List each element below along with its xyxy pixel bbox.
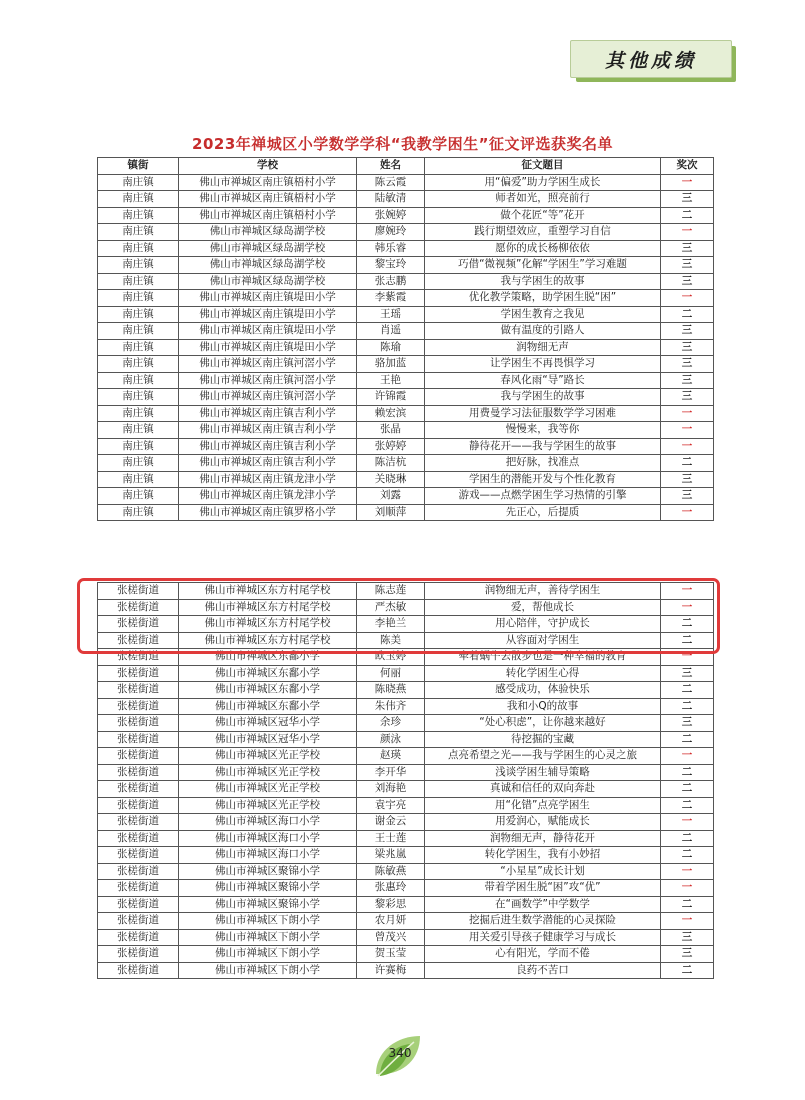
award-table-zhangcha (97, 582, 714, 979)
essay-title-cell: 让学困生不再畏惧学习 (425, 356, 661, 373)
school-cell: 佛山市禅城区南庄镇堤田小学 (179, 339, 357, 356)
school-cell: 佛山市禅城区东方村尾学校 (179, 599, 357, 616)
award-cell: 三 (661, 257, 714, 274)
table-row (98, 174, 714, 191)
name-cell: 朱伟齐 (357, 698, 425, 715)
essay-title-cell: 静待花开——我与学困生的故事 (425, 438, 661, 455)
school-cell: 佛山市禅城区南庄镇罗格小学 (179, 504, 357, 521)
name-cell: 张晶 (357, 422, 425, 439)
table-row (98, 488, 714, 505)
table-row (98, 814, 714, 831)
table-row (98, 748, 714, 765)
award-cell: 一 (661, 863, 714, 880)
award-cell: 三 (661, 929, 714, 946)
award-cell: 三 (661, 323, 714, 340)
award-cell: 三 (661, 372, 714, 389)
essay-title-cell: 巧借“微视频”化解“学困生”学习难题 (425, 257, 661, 274)
essay-title-cell: 我与学困生的故事 (425, 389, 661, 406)
name-cell: 陈云霞 (357, 174, 425, 191)
essay-title-cell: 师者如光，照亮前行 (425, 191, 661, 208)
town-cell: 张槎街道 (98, 632, 179, 649)
town-cell: 南庄镇 (98, 224, 179, 241)
document-title: 2023年禅城区小学数学学科“我教学困生”征文评选获奖名单 (192, 135, 613, 153)
name-cell: 欧玉婷 (357, 649, 425, 666)
essay-title-cell: 润物细无声 (425, 339, 661, 356)
town-cell: 张槎街道 (98, 715, 179, 732)
town-cell: 张槎街道 (98, 583, 179, 600)
column-header-essay-title: 征文题目 (425, 158, 661, 175)
award-cell: 一 (661, 748, 714, 765)
award-cell: 二 (661, 455, 714, 472)
school-cell: 佛山市禅城区光正学校 (179, 764, 357, 781)
name-cell: 赖宏滨 (357, 405, 425, 422)
school-cell: 佛山市禅城区南庄镇河滘小学 (179, 389, 357, 406)
school-cell: 佛山市禅城区南庄镇吉利小学 (179, 438, 357, 455)
town-cell: 张槎街道 (98, 698, 179, 715)
town-cell: 南庄镇 (98, 240, 179, 257)
town-cell: 张槎街道 (98, 797, 179, 814)
town-cell: 张槎街道 (98, 599, 179, 616)
table-row (98, 339, 714, 356)
name-cell: 黎彩思 (357, 896, 425, 913)
town-cell: 南庄镇 (98, 455, 179, 472)
school-cell: 佛山市禅城区南庄镇梧村小学 (179, 207, 357, 224)
name-cell: 张婉婷 (357, 207, 425, 224)
section-banner (570, 40, 740, 84)
award-cell: 二 (661, 731, 714, 748)
award-cell: 一 (661, 583, 714, 600)
table-row (98, 438, 714, 455)
school-cell: 佛山市禅城区绿岛湖学校 (179, 224, 357, 241)
essay-title-cell: 用关爱引导孩子健康学习与成长 (425, 929, 661, 946)
town-cell: 南庄镇 (98, 389, 179, 406)
name-cell: 颜泳 (357, 731, 425, 748)
award-cell: 二 (661, 962, 714, 979)
name-cell: 肖遥 (357, 323, 425, 340)
town-cell: 张槎街道 (98, 731, 179, 748)
town-cell: 南庄镇 (98, 422, 179, 439)
school-cell: 佛山市禅城区东鄱小学 (179, 682, 357, 699)
award-cell: 一 (661, 599, 714, 616)
school-cell: 佛山市禅城区下朗小学 (179, 929, 357, 946)
school-cell: 佛山市禅城区南庄镇河滘小学 (179, 356, 357, 373)
table-row (98, 682, 714, 699)
award-cell: 二 (661, 781, 714, 798)
school-cell: 佛山市禅城区聚锦小学 (179, 880, 357, 897)
table-row (98, 471, 714, 488)
town-cell: 南庄镇 (98, 438, 179, 455)
name-cell: 廖婉玲 (357, 224, 425, 241)
essay-title-cell: 真诚和信任的双向奔赴 (425, 781, 661, 798)
name-cell: 张惠玲 (357, 880, 425, 897)
award-cell: 二 (661, 306, 714, 323)
school-cell: 佛山市禅城区聚锦小学 (179, 896, 357, 913)
award-cell: 一 (661, 504, 714, 521)
name-cell: 李开华 (357, 764, 425, 781)
award-cell: 三 (661, 488, 714, 505)
school-cell: 佛山市禅城区下朗小学 (179, 913, 357, 930)
award-cell: 二 (661, 797, 714, 814)
town-cell: 南庄镇 (98, 372, 179, 389)
award-cell: 二 (661, 207, 714, 224)
award-cell: 三 (661, 339, 714, 356)
name-cell: 陈晓燕 (357, 682, 425, 699)
essay-title-cell: 用爱润心，赋能成长 (425, 814, 661, 831)
name-cell: 王艳 (357, 372, 425, 389)
school-cell: 佛山市禅城区南庄镇吉利小学 (179, 455, 357, 472)
award-cell: 三 (661, 191, 714, 208)
award-cell: 二 (661, 616, 714, 633)
essay-title-cell: 学困生的潜能开发与个性化教育 (425, 471, 661, 488)
essay-title-cell: 愿你的成长杨柳依依 (425, 240, 661, 257)
school-cell: 佛山市禅城区东鄱小学 (179, 698, 357, 715)
school-cell: 佛山市禅城区绿岛湖学校 (179, 240, 357, 257)
table-row (98, 913, 714, 930)
essay-title-cell: 优化教学策略，助学困生脱“困” (425, 290, 661, 307)
table-row (98, 649, 714, 666)
town-cell: 张槎街道 (98, 880, 179, 897)
table-row (98, 455, 714, 472)
award-cell: 一 (661, 290, 714, 307)
town-cell: 张槎街道 (98, 682, 179, 699)
column-header-town: 镇街 (98, 158, 179, 175)
name-cell: 张婷婷 (357, 438, 425, 455)
table-row (98, 880, 714, 897)
table-row (98, 290, 714, 307)
town-cell: 张槎街道 (98, 781, 179, 798)
name-cell: 王瑶 (357, 306, 425, 323)
award-cell: 二 (661, 847, 714, 864)
school-cell: 佛山市禅城区东方村尾学校 (179, 616, 357, 633)
table-row (98, 715, 714, 732)
name-cell: 关晓琳 (357, 471, 425, 488)
essay-title-cell: 把好脉，找准点 (425, 455, 661, 472)
table-row (98, 665, 714, 682)
town-cell: 张槎街道 (98, 830, 179, 847)
town-cell: 南庄镇 (98, 405, 179, 422)
essay-title-cell: “处心积虑”，让你越来越好 (425, 715, 661, 732)
name-cell: 骆加蓝 (357, 356, 425, 373)
town-cell: 张槎街道 (98, 929, 179, 946)
essay-title-cell: 待挖掘的宝藏 (425, 731, 661, 748)
essay-title-cell: 挖掘后进生数学潜能的心灵探险 (425, 913, 661, 930)
award-table-nanzhuang (97, 157, 714, 521)
school-cell: 佛山市禅城区南庄镇吉利小学 (179, 422, 357, 439)
school-cell: 佛山市禅城区光正学校 (179, 781, 357, 798)
school-cell: 佛山市禅城区南庄镇堤田小学 (179, 306, 357, 323)
town-cell: 张槎街道 (98, 913, 179, 930)
column-header-school: 学校 (179, 158, 357, 175)
table-row (98, 764, 714, 781)
town-cell: 南庄镇 (98, 504, 179, 521)
name-cell: 贺玉莹 (357, 946, 425, 963)
award-cell: 一 (661, 913, 714, 930)
table-row (98, 847, 714, 864)
town-cell: 南庄镇 (98, 273, 179, 290)
essay-title-cell: 游戏——点燃学困生学习热情的引擎 (425, 488, 661, 505)
column-header-name: 姓名 (357, 158, 425, 175)
name-cell: 李艳兰 (357, 616, 425, 633)
name-cell: 许锦霞 (357, 389, 425, 406)
table-row (98, 616, 714, 633)
school-cell: 佛山市禅城区东方村尾学校 (179, 583, 357, 600)
school-cell: 佛山市禅城区下朗小学 (179, 962, 357, 979)
essay-title-cell: 带着学困生脱“困”攻“优” (425, 880, 661, 897)
table-row (98, 372, 714, 389)
school-cell: 佛山市禅城区海口小学 (179, 814, 357, 831)
table-row (98, 896, 714, 913)
name-cell: 许赛梅 (357, 962, 425, 979)
award-cell: 三 (661, 273, 714, 290)
name-cell: 何丽 (357, 665, 425, 682)
award-cell: 三 (661, 715, 714, 732)
school-cell: 佛山市禅城区南庄镇河滘小学 (179, 372, 357, 389)
table-row (98, 306, 714, 323)
table-row (98, 830, 714, 847)
award-cell: 三 (661, 665, 714, 682)
name-cell: 刘顺萍 (357, 504, 425, 521)
school-cell: 佛山市禅城区冠华小学 (179, 731, 357, 748)
school-cell: 佛山市禅城区南庄镇堤田小学 (179, 290, 357, 307)
essay-title-cell: 润物细无声，静待花开 (425, 830, 661, 847)
town-cell: 张槎街道 (98, 962, 179, 979)
town-cell: 张槎街道 (98, 863, 179, 880)
award-cell: 一 (661, 174, 714, 191)
name-cell: 王士莲 (357, 830, 425, 847)
table-row (98, 207, 714, 224)
name-cell: 刘海艳 (357, 781, 425, 798)
award-cell: 二 (661, 830, 714, 847)
table-row (98, 240, 714, 257)
name-cell: 刘露 (357, 488, 425, 505)
table-row (98, 191, 714, 208)
essay-title-cell: 牵着蜗牛去散步也是一种幸福的教育 (425, 649, 661, 666)
name-cell: 李紫霞 (357, 290, 425, 307)
town-cell: 南庄镇 (98, 323, 179, 340)
town-cell: 南庄镇 (98, 207, 179, 224)
town-cell: 南庄镇 (98, 488, 179, 505)
essay-title-cell: 用“化错”点亮学困生 (425, 797, 661, 814)
school-cell: 佛山市禅城区绿岛湖学校 (179, 257, 357, 274)
table-row (98, 356, 714, 373)
school-cell: 佛山市禅城区南庄镇梧村小学 (179, 191, 357, 208)
essay-title-cell: 践行期望效应，重塑学习自信 (425, 224, 661, 241)
town-cell: 南庄镇 (98, 290, 179, 307)
table-row (98, 257, 714, 274)
town-cell: 南庄镇 (98, 174, 179, 191)
essay-title-cell: 学困生教育之我见 (425, 306, 661, 323)
town-cell: 张槎街道 (98, 764, 179, 781)
essay-title-cell: 做个花匠“等”花开 (425, 207, 661, 224)
name-cell: 曾茂兴 (357, 929, 425, 946)
town-cell: 张槎街道 (98, 665, 179, 682)
name-cell: 陈美 (357, 632, 425, 649)
essay-title-cell: 我与学困生的故事 (425, 273, 661, 290)
school-cell: 佛山市禅城区海口小学 (179, 830, 357, 847)
essay-title-cell: 转化学困生心得 (425, 665, 661, 682)
school-cell: 佛山市禅城区海口小学 (179, 847, 357, 864)
table-row (98, 962, 714, 979)
name-cell: 陈志莲 (357, 583, 425, 600)
town-cell: 张槎街道 (98, 896, 179, 913)
essay-title-cell: 用“偏爱”助力学困生成长 (425, 174, 661, 191)
essay-title-cell: 润物细无声，善待学困生 (425, 583, 661, 600)
name-cell: 陈瑜 (357, 339, 425, 356)
town-cell: 南庄镇 (98, 339, 179, 356)
town-cell: 张槎街道 (98, 616, 179, 633)
essay-title-cell: 我和小Q的故事 (425, 698, 661, 715)
table-row (98, 405, 714, 422)
school-cell: 佛山市禅城区下朗小学 (179, 946, 357, 963)
essay-title-cell: 做有温度的引路人 (425, 323, 661, 340)
table-row (98, 583, 714, 600)
award-cell: 三 (661, 240, 714, 257)
award-cell: 一 (661, 224, 714, 241)
name-cell: 韩乐睿 (357, 240, 425, 257)
essay-title-cell: 转化学困生，我有小妙招 (425, 847, 661, 864)
award-cell: 三 (661, 471, 714, 488)
award-cell: 一 (661, 405, 714, 422)
name-cell: 张志鹏 (357, 273, 425, 290)
essay-title-cell: 爱，帮他成长 (425, 599, 661, 616)
award-cell: 一 (661, 880, 714, 897)
school-cell: 佛山市禅城区南庄镇龙津小学 (179, 488, 357, 505)
table-row (98, 632, 714, 649)
town-cell: 张槎街道 (98, 946, 179, 963)
essay-title-cell: 春风化雨“导”路长 (425, 372, 661, 389)
town-cell: 张槎街道 (98, 814, 179, 831)
essay-title-cell: 从容面对学困生 (425, 632, 661, 649)
town-cell: 南庄镇 (98, 471, 179, 488)
table-row (98, 946, 714, 963)
town-cell: 南庄镇 (98, 191, 179, 208)
award-cell: 一 (661, 649, 714, 666)
award-cell: 一 (661, 438, 714, 455)
essay-title-cell: 在“画数学”中学数学 (425, 896, 661, 913)
school-cell: 佛山市禅城区南庄镇吉利小学 (179, 405, 357, 422)
school-cell: 佛山市禅城区聚锦小学 (179, 863, 357, 880)
essay-title-cell: 感受成功，体验快乐 (425, 682, 661, 699)
town-cell: 南庄镇 (98, 306, 179, 323)
essay-title-cell: 用心陪伴，守护成长 (425, 616, 661, 633)
table-row (98, 389, 714, 406)
school-cell: 佛山市禅城区光正学校 (179, 748, 357, 765)
name-cell: 陈洁杭 (357, 455, 425, 472)
table-row (98, 863, 714, 880)
table-row (98, 781, 714, 798)
award-cell: 二 (661, 682, 714, 699)
town-cell: 张槎街道 (98, 847, 179, 864)
essay-title-cell: 慢慢来，我等你 (425, 422, 661, 439)
award-cell: 三 (661, 356, 714, 373)
school-cell: 佛山市禅城区南庄镇龙津小学 (179, 471, 357, 488)
table-row (98, 731, 714, 748)
table-row (98, 273, 714, 290)
award-cell: 一 (661, 422, 714, 439)
town-cell: 张槎街道 (98, 748, 179, 765)
table-row (98, 422, 714, 439)
name-cell: 梁兆嵐 (357, 847, 425, 864)
school-cell: 佛山市禅城区冠华小学 (179, 715, 357, 732)
award-cell: 二 (661, 632, 714, 649)
name-cell: 余珍 (357, 715, 425, 732)
award-cell: 二 (661, 764, 714, 781)
table-header-row (98, 158, 714, 175)
column-header-award: 奖次 (661, 158, 714, 175)
table-row (98, 323, 714, 340)
table-row (98, 797, 714, 814)
name-cell: 陈敏燕 (357, 863, 425, 880)
award-cell: 三 (661, 389, 714, 406)
town-cell: 张槎街道 (98, 649, 179, 666)
essay-title-cell: 点亮希望之光——我与学困生的心灵之旅 (425, 748, 661, 765)
name-cell: 袁宇亮 (357, 797, 425, 814)
essay-title-cell: 浅谈学困生辅导策略 (425, 764, 661, 781)
town-cell: 南庄镇 (98, 356, 179, 373)
name-cell: 陆敏清 (357, 191, 425, 208)
award-cell: 一 (661, 814, 714, 831)
award-cell: 二 (661, 896, 714, 913)
name-cell: 赵瑛 (357, 748, 425, 765)
school-cell: 佛山市禅城区光正学校 (179, 797, 357, 814)
table-row (98, 599, 714, 616)
award-cell: 二 (661, 698, 714, 715)
name-cell: 谢金云 (357, 814, 425, 831)
table-row (98, 224, 714, 241)
essay-title-cell: 良药不苦口 (425, 962, 661, 979)
essay-title-cell: “小星星”成长计划 (425, 863, 661, 880)
table-row (98, 698, 714, 715)
table-row (98, 929, 714, 946)
essay-title-cell: 用费曼学习法征服数学学习困难 (425, 405, 661, 422)
page-number: 340 (388, 1046, 412, 1060)
school-cell: 佛山市禅城区东鄱小学 (179, 649, 357, 666)
table-row (98, 504, 714, 521)
school-cell: 佛山市禅城区东鄱小学 (179, 665, 357, 682)
school-cell: 佛山市禅城区东方村尾学校 (179, 632, 357, 649)
essay-title-cell: 先正心，后提质 (425, 504, 661, 521)
school-cell: 佛山市禅城区绿岛湖学校 (179, 273, 357, 290)
name-cell: 黎宝玲 (357, 257, 425, 274)
name-cell: 农月妍 (357, 913, 425, 930)
banner-label: 其他成绩 (570, 40, 732, 78)
school-cell: 佛山市禅城区南庄镇梧村小学 (179, 174, 357, 191)
school-cell: 佛山市禅城区南庄镇堤田小学 (179, 323, 357, 340)
essay-title-cell: 心有阳光，学而不倦 (425, 946, 661, 963)
name-cell: 严杰敏 (357, 599, 425, 616)
town-cell: 南庄镇 (98, 257, 179, 274)
award-cell: 三 (661, 946, 714, 963)
